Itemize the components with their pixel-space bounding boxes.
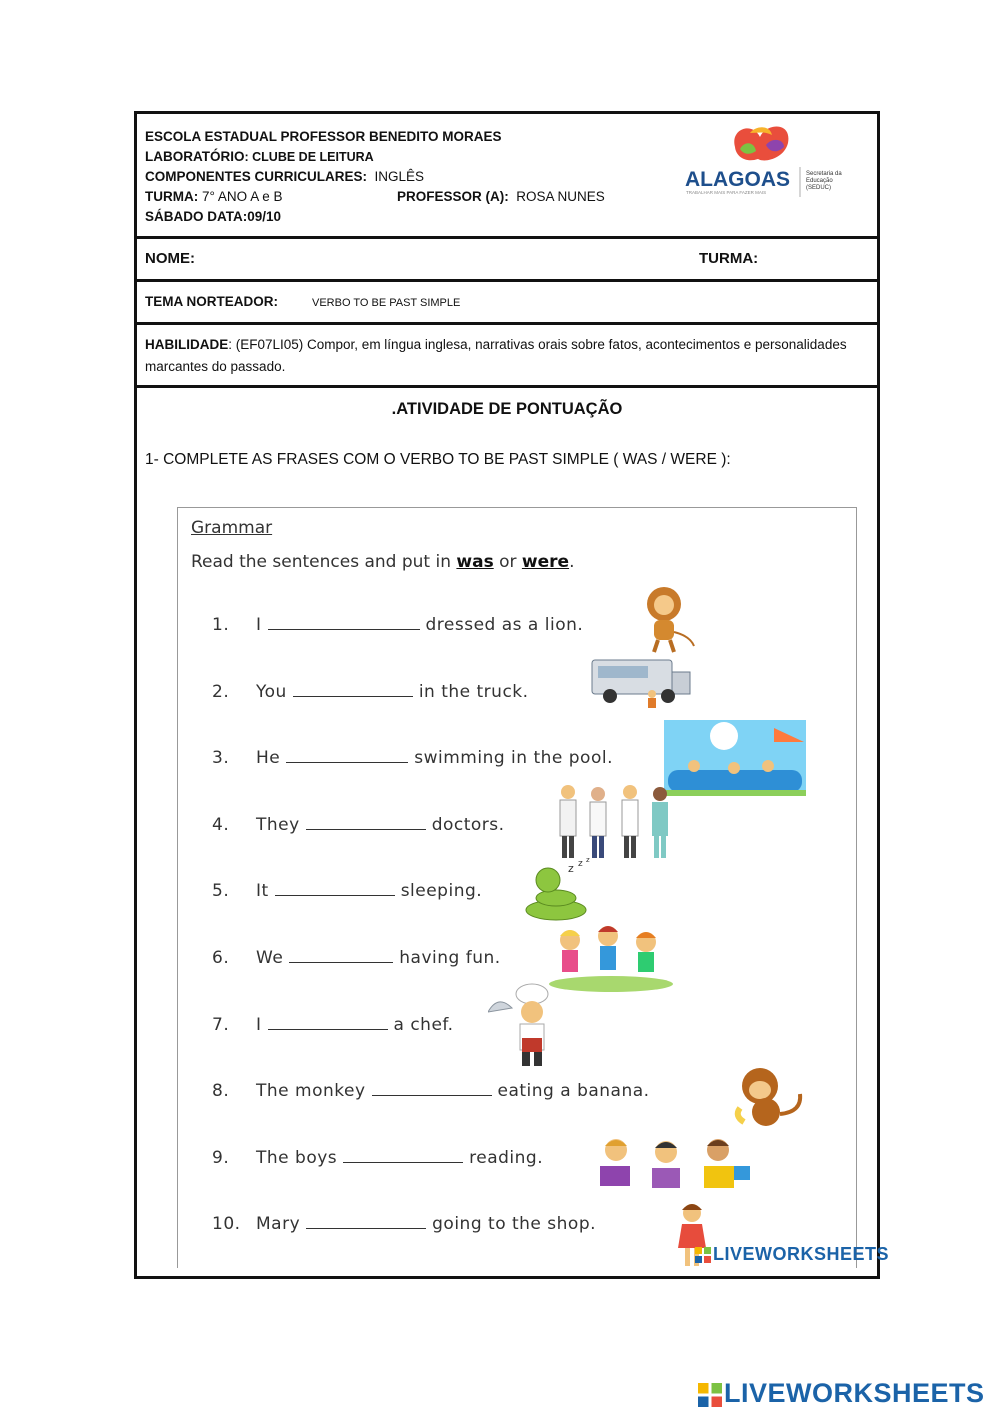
name-row [137,239,877,282]
alagoas-logo [680,119,850,199]
turma-header-label: TURMA: [145,189,199,204]
sentence-8 [212,1081,650,1101]
sentence-rest: going to the shop. [432,1214,597,1234]
school-name: ESCOLA ESTADUAL PROFESSOR BENEDITO MORAES [145,129,502,144]
sentence-number: 10. [212,1214,241,1234]
sentence-subject: The monkey [256,1081,366,1101]
sentence-rest: having fun. [399,948,501,968]
lion-costume-clipart [628,584,706,654]
tema-value: VERBO TO BE PAST SIMPLE [312,297,461,309]
answer-blank-10[interactable] [306,1214,426,1229]
sentence-number: 3. [212,748,230,768]
worksheet [134,111,890,1279]
tema-row [137,282,877,325]
components-value: INGLÊS [374,169,425,184]
grammar-instr-text: Read the sentences and put in [191,552,457,572]
word-were: were [521,552,570,572]
pool-kids-clipart [664,720,806,796]
svg-text:z: z [568,862,574,875]
sentence-9 [212,1148,543,1168]
sentence-number: 4. [212,815,230,835]
sentence-rest: sleeping. [400,881,483,901]
sentence-subject: It [256,881,269,901]
activity-title: .ATIVIDADE DE PONTUAÇÃO [391,400,623,418]
answer-blank-1[interactable] [268,615,420,630]
habilidade-label: HABILIDADE [145,337,229,352]
sentence-rest: swimming in the pool. [414,748,613,768]
liveworksheets-logo-icon [695,1247,711,1263]
sentence-6 [212,948,501,968]
grammar-instr-or: or [493,552,522,572]
components-label: COMPONENTES CURRICULARES: [145,169,368,184]
lab-label: LABORATÓRIO [145,149,245,164]
turma-label: TURMA: [699,250,759,267]
activity-instruction: 1- COMPLETE AS FRASES COM O VERBO TO BE PAST SIMPLE ( WAS / WERE ): [145,451,731,468]
sentence-subject: I [256,615,262,635]
word-was: was [456,552,494,572]
logo-brand: ALAGOAS [685,168,790,191]
liveworksheets-watermark-inner [695,1244,889,1265]
sentence-number: 6. [212,948,230,968]
sentence-rest: doctors. [431,815,505,835]
habilidade-text [145,334,865,378]
monkey-clipart [730,1064,810,1130]
logo-dept-3: (SEDUC) [806,185,831,191]
date-line: SÁBADO DATA:09/10 [145,209,282,224]
sentence-subject: We [256,948,284,968]
sentence-rest: reading. [469,1148,544,1168]
sentence-rest: eating a banana. [497,1081,650,1101]
grammar-exercise [177,507,890,1268]
liveworksheets-text-inner: LIVEWORKSHEETS [713,1244,890,1264]
answer-blank-9[interactable] [343,1148,463,1163]
liveworksheets-text-page: LIVEWORKSHEETS [724,1378,985,1408]
logo-dept-1: Secretaria da [806,171,842,177]
answer-blank-3[interactable] [286,748,408,763]
answer-blank-6[interactable] [289,948,393,963]
chef-clipart [488,982,570,1068]
sentence-7 [212,1015,454,1035]
sentence-subject: He [256,748,281,768]
grammar-instruction [191,552,574,572]
tema-label: TEMA NORTEADOR: [145,294,278,309]
liveworksheets-logo-icon [698,1383,722,1407]
professor-label: PROFESSOR (A): [397,189,509,204]
grammar-instr-end: . [569,552,575,572]
sentence-subject: The boys [256,1148,338,1168]
habilidade-row [137,325,877,388]
sentence-number: 7. [212,1015,230,1035]
answer-blank-2[interactable] [293,682,413,697]
grammar-title: Grammar [191,518,273,538]
sentence-number: 2. [212,682,230,702]
lab-value: : CLUBE DE LEITURA [244,150,374,164]
svg-text:z: z [578,859,583,869]
sentence-1 [212,615,583,635]
answer-blank-8[interactable] [372,1081,492,1096]
professor-value: ROSA NUNES [516,189,605,204]
sentence-number: 5. [212,881,230,901]
sentence-number: 9. [212,1148,230,1168]
answer-blank-4[interactable] [306,815,426,830]
sentence-subject: They [256,815,300,835]
boys-reading-clipart [594,1136,758,1194]
food-truck-clipart [588,654,696,710]
doctors-clipart [554,782,680,864]
liveworksheets-watermark-page [698,1378,985,1409]
sleeping-snake-clipart [524,856,604,926]
header-section [137,114,877,239]
sentence-10 [212,1214,596,1234]
svg-text:z: z [586,856,590,864]
sentence-rest: dressed as a lion. [425,615,584,635]
answer-blank-7[interactable] [268,1015,388,1030]
sentence-5 [212,881,482,901]
sentence-number: 1. [212,615,230,635]
sentence-3 [212,748,613,768]
turma-header-value: 7° ANO A e B [202,189,283,204]
nome-label: NOME: [145,250,195,267]
sentence-rest: in the truck. [418,682,529,702]
sentence-number: 8. [212,1081,230,1101]
habilidade-description: : (EF07LI05) Compor, em língua inglesa, narrativas orais sobre fatos, acontecimentos e personalidades marcantes do passado. [145,337,847,374]
sentence-subject: Mary [256,1214,301,1234]
logo-slogan: TRABALHAR MAIS PARA FAZER MAIS [686,190,767,195]
sentence-2 [212,682,529,702]
sentence-subject: You [256,682,287,702]
sentence-rest: a chef. [393,1015,454,1035]
logo-dept-2: Educação [806,178,833,184]
answer-blank-5[interactable] [275,881,395,896]
school-info [145,127,605,227]
sentence-4 [212,815,505,835]
sentence-subject: I [256,1015,262,1035]
